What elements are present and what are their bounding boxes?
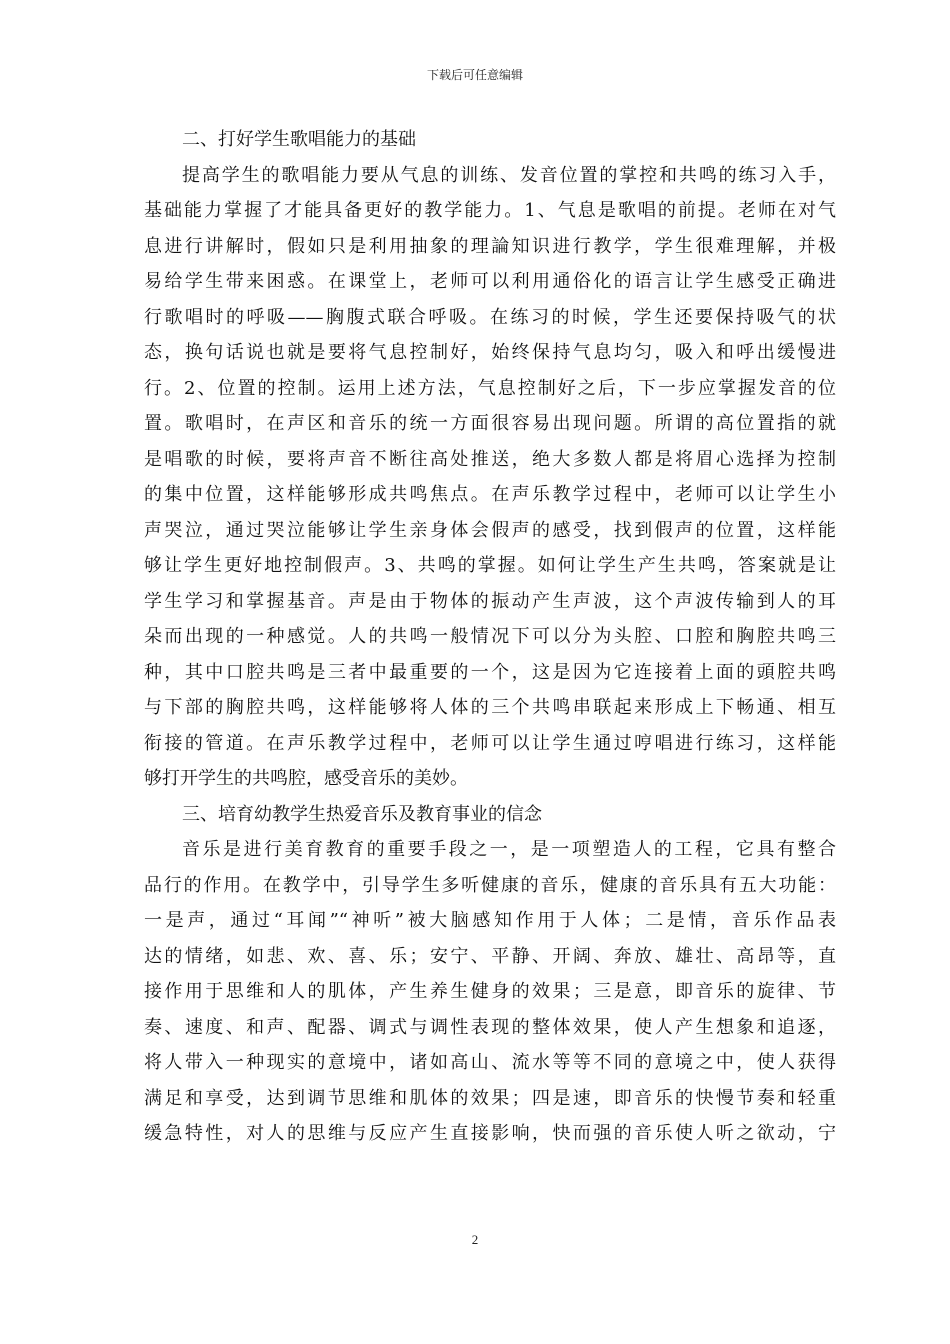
page-number: 2 xyxy=(471,1232,479,1247)
text-line: 音乐是进行美育教育的重要手段之一，是一项塑造人的工程，它具有整合 xyxy=(182,839,836,860)
document-body xyxy=(144,122,836,1152)
text-line: 品行的作用。在教学中，引导学生多听健康的音乐，健康的音乐具有五大功能： xyxy=(144,874,836,896)
text-line: 达的情绪，如悲、欢、喜、乐；安宁、平静、开阔、奔放、雄壮、高昂等，直 xyxy=(144,945,836,967)
text-line: 易给学生带来困惑。在课堂上，老师可以利用通俗化的语言让学生感受正确进 xyxy=(144,271,836,292)
text-line: 接作用于思维和人的肌体，产生养生健身的效果；三是意，即音乐的旋律、节 xyxy=(144,981,836,1002)
text-line: 三、培育幼教学生热爱音乐及教育事业的信念 xyxy=(182,803,542,825)
text-line: 是唱歌的时候，要将声音不断往高处推送，绝大多数人都是将眉心选择为控制 xyxy=(144,448,836,470)
text-line: 基础能力掌握了才能具备更好的教学能力。1、气息是歌唱的前提。老师在对气 xyxy=(144,200,836,221)
text-line: 息进行讲解时，假如只是利用抽象的理論知识进行教学，学生很难理解，并极 xyxy=(144,235,836,257)
text-line: 种，其中口腔共鸣是三者中最重要的一个，这是因为它连接着上面的頭腔共鸣 xyxy=(144,661,836,683)
text-line: 二、打好学生歌唱能力的基础 xyxy=(182,129,416,150)
text-line: 朵而出现的一种感觉。人的共鸣一般情况下可以分为头腔、口腔和胸腔共鸣三 xyxy=(144,626,836,647)
text-line: 与下部的胸腔共鸣，这样能够将人体的三个共鸣串联起来形成上下畅通、相互 xyxy=(144,697,836,718)
text-line: 提高学生的歌唱能力要从气息的训练、发音位置的掌控和共鸣的练习入手， xyxy=(182,164,836,186)
text-line: 声哭泣，通过哭泣能够让学生亲身体会假声的感受，找到假声的位置，这样能 xyxy=(144,519,836,541)
text-line: 一是声，通过“耳闻”“神听”被大脑感知作用于人体；二是情，音乐作品表 xyxy=(144,910,836,931)
text-line: 行歌唱时的呼吸——胸腹式联合呼吸。在练习的时候，学生还要保持吸气的状 xyxy=(144,306,836,328)
text-line: 奏、速度、和声、配器、调式与调性表现的整体效果，使人产生想象和追逐， xyxy=(144,1016,836,1038)
text-line: 满足和享受，达到调节思维和肌体的效果；四是速，即音乐的快慢节奏和轻重 xyxy=(144,1087,836,1109)
text-line: 置。歌唱时，在声区和音乐的统一方面很容易出现问题。所谓的高位置指的就 xyxy=(144,413,836,434)
text-line: 态，换句话说也就是要将气息控制好，始终保持气息均匀，吸入和呼出缓慢进 xyxy=(144,342,836,363)
text-line: 行。2、位置的控制。运用上述方法，气息控制好之后，下一步应掌握发音的位 xyxy=(144,377,836,399)
text-line: 学生学习和掌握基音。声是由于物体的振动产生声波，这个声波传输到人的耳 xyxy=(144,590,836,612)
text-line: 缓急特性，对人的思维与反应产生直接影响，快而强的音乐使人听之欲动，宁 xyxy=(144,1123,836,1144)
text-line: 衔接的管道。在声乐教学过程中，老师可以让学生通过哼唱进行练习，这样能 xyxy=(144,732,836,754)
text-line: 的集中位置，这样能够形成共鸣焦点。在声乐教学过程中，老师可以让学生小 xyxy=(144,484,836,505)
text-line: 将人带入一种现实的意境中，诸如高山、流水等等不同的意境之中，使人获得 xyxy=(144,1052,836,1073)
text-line: 够让学生更好地控制假声。3、共鸣的掌握。如何让学生产生共鸣，答案就是让 xyxy=(144,555,836,576)
page-header: 下载后可任意编辑 xyxy=(426,68,523,82)
text-line: 够打开学生的共鸣腔，感受音乐的美妙。 xyxy=(144,768,468,789)
